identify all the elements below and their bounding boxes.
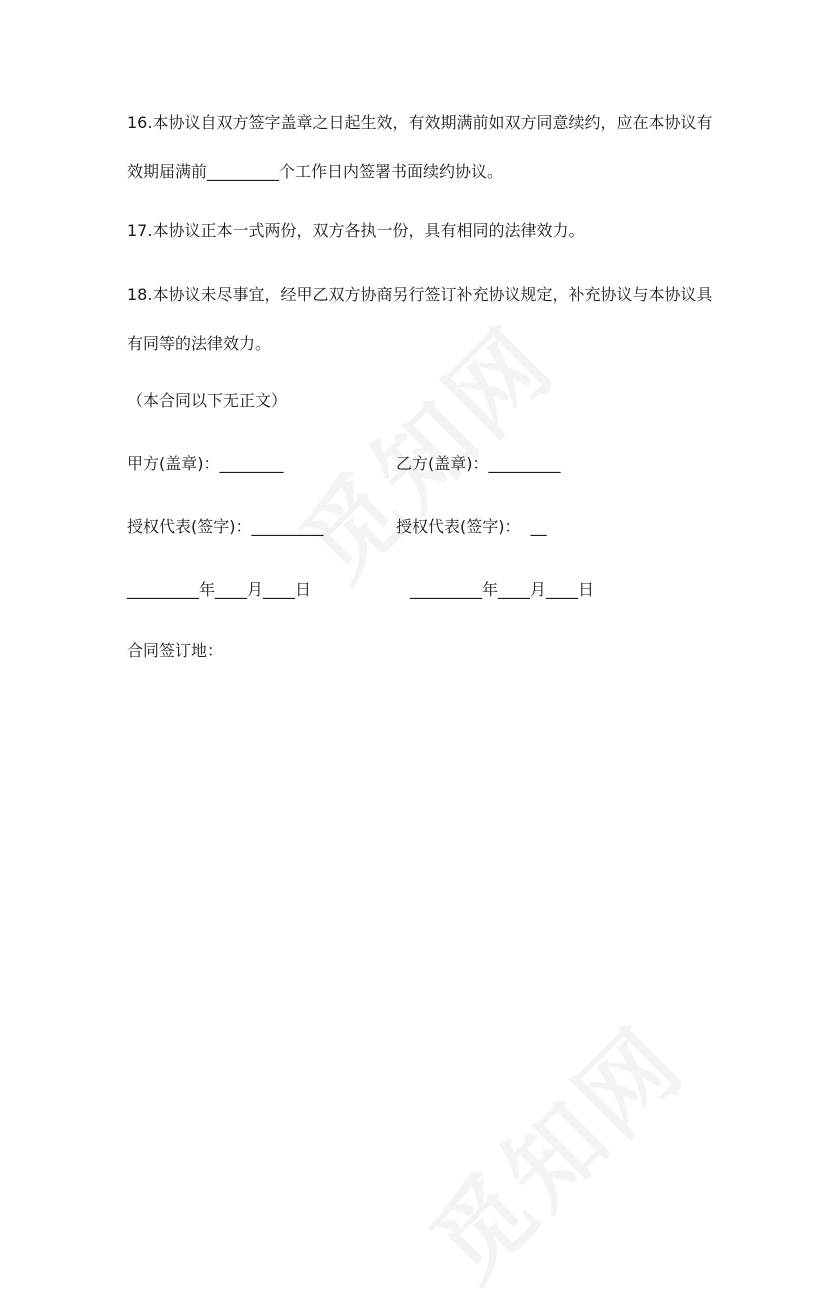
clause-17: 17.本协议正本一式两份，双方各执一份，具有相同的法律效力。 (127, 221, 585, 240)
party-b-representative: 授权代表(签字)： __ (396, 517, 547, 536)
watermark (396, 992, 709, 1305)
party-a-seal: 甲方(盖章)：________ (127, 454, 284, 473)
no-further-text-note: （本合同以下无正文） (127, 391, 288, 410)
party-a-date: _________年____月____日 (127, 580, 312, 599)
clause-16: 16.本协议自双方签字盖章之日起生效，有效期满前如双方同意续约，应在本协议有效期届满前_________个工作日内签署书面续约协议。 (127, 113, 713, 181)
signing-place: 合同签订地： (127, 641, 224, 660)
party-b-date: _________年____月____日 (410, 580, 595, 599)
party-b-seal: 乙方(盖章)：_________ (396, 454, 561, 473)
party-a-representative: 授权代表(签字)：_________ (127, 517, 324, 536)
clause-18: 18.本协议未尽事宜，经甲乙双方协商另行签订补充协议规定，补充协议与本协议具有同等的法律效力。 (127, 285, 713, 353)
